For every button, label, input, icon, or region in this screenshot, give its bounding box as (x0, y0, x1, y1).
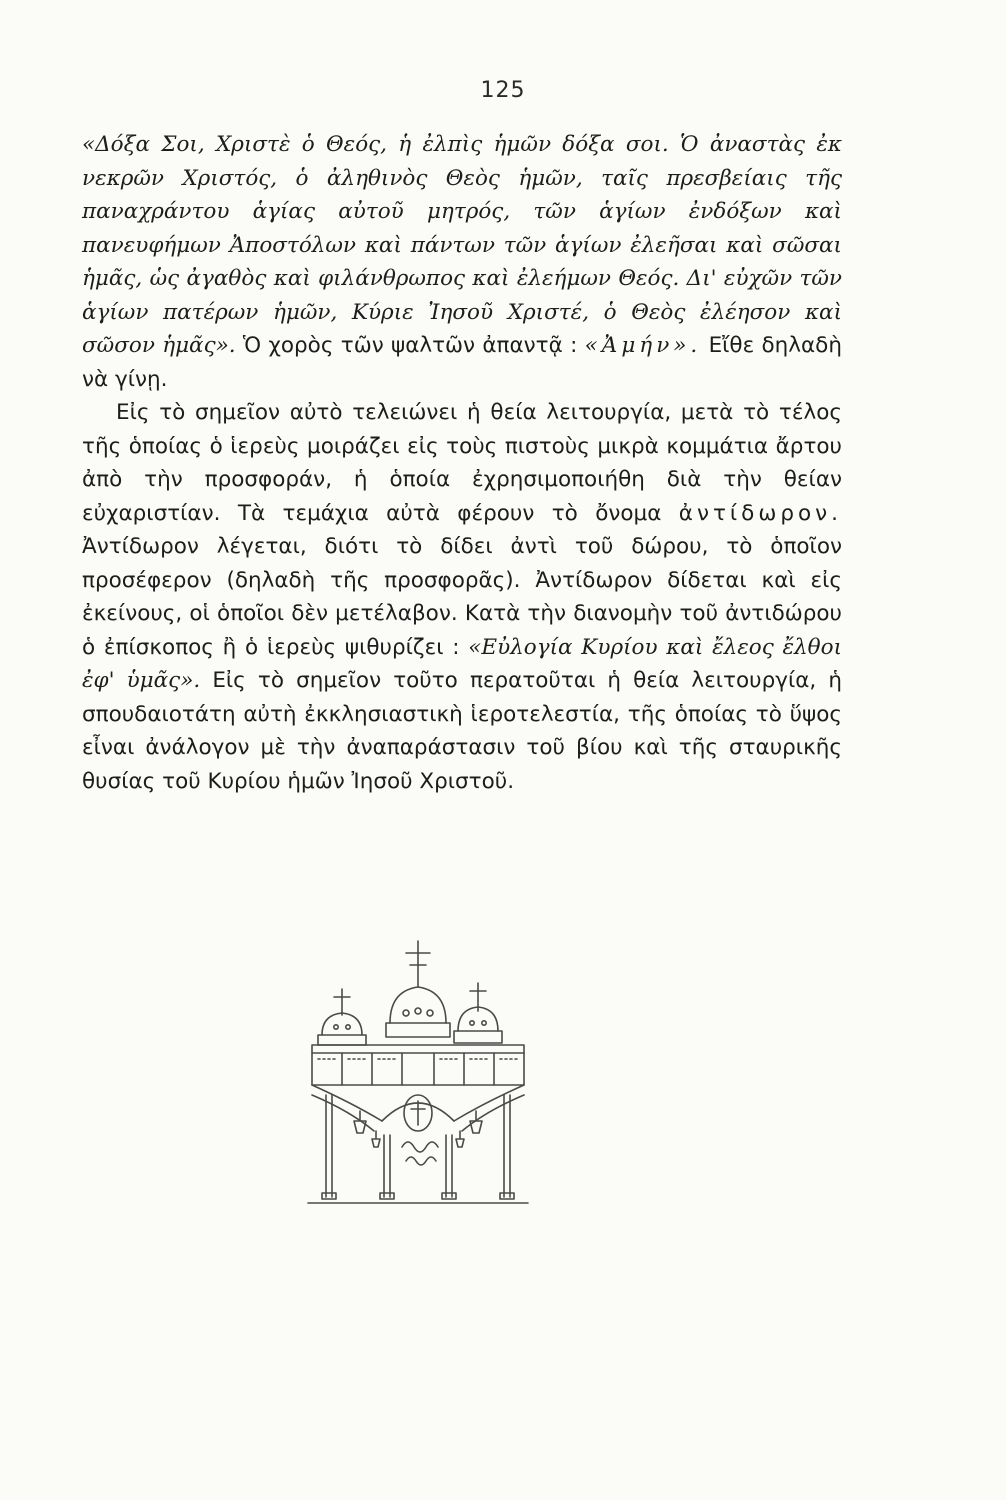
paragraph-part-3: Εἰς τὸ σημεῖον τοῦτο περατοῦται ἡ θεία λειτουργία, ἡ σπουδαιοτάτη αὐτὴ ἐκκλησιαστικὴ ἱεροτελεστία, τῆς ὁποίας τὸ ὕψος εἶναι ἀνάλογον μὲ τὴν ἀναπαράστασιν τοῦ βίου καὶ τῆς σταυρικῆς θυσίας τοῦ Κυρίου ἡμῶν Ἰησοῦ Χριστοῦ. (82, 668, 842, 794)
text-body (82, 128, 842, 798)
central-cross-icon (406, 941, 430, 987)
amen-response: «Ἀμήν». (584, 333, 702, 358)
upper-structure-icon (312, 1045, 524, 1085)
prayer-text: «Δόξα Σοι, Χριστὲ ὁ Θεός, ἡ ἐλπὶς ἡμῶν δόξα σοι. Ὁ ἀναστὰς ἐκ νεκρῶν Χριστός, ὁ ἀληθινὸς Θεὸς ἡμῶν, ταῖς πρεσβείαις τῆς παναχράντου ἁγίας αὐτοῦ μητρός, τῶν ἁγίων ἐνδόξων καὶ πανευφήμων Ἀποστόλων καὶ πάντων τῶν ἁγίων ἐλεῆσαι καὶ σῶσαι ἡμᾶς, ὡς ἀγαθὸς καὶ φιλάνθρωπος καὶ ἐλεήμων Θεός. Δι' εὐχῶν τῶν ἁγίων πατέρων ἡμῶν, Κύριε Ἰησοῦ Χριστέ, ὁ Θεὸς ἐλέησον καὶ σῶσον ἡμᾶς». (82, 132, 842, 358)
paragraph-part-1: Εἰς τὸ σημεῖον αὐτὸ τελειώνει ἡ θεία λειτουργία, μετὰ τὸ τέλος τῆς ὁποίας ὁ ἱερεὺς μοιράζει εἰς τοὺς πιστοὺς μικρὰ κομμάτια ἄρτου ἀπὸ τὴν προσφοράν, ἡ ὁποία ἐχρησιμοποιήθη διὰ τὴν θείαν εὐχαριστίαν. Τὰ τεμάχια αὐτὰ φέρουν τὸ ὄνομα (82, 400, 842, 526)
domes-icon (322, 987, 498, 1035)
medallion-icon (404, 1095, 432, 1131)
paragraph-part-2: Ἀντίδωρον λέγεται, διότι τὸ δίδει ἀντὶ τοῦ δώρου, τὸ ὁποῖον προσέφερον (δηλαδὴ τῆς προσφορᾶς). Ἀντίδωρον δίδεται καὶ εἰς ἐκείνους, οἱ ὁποῖοι δὲν μετέλαβον. Κατὰ τὴν διανομὴν τοῦ ἀντιδώρου ὁ ἐπίσκοπος ἢ ὁ ἱερεὺς ψιθυρίζει : (82, 534, 842, 660)
church-altar-ornament-icon (302, 935, 534, 1215)
antidoron-paragraph (82, 396, 842, 798)
page-number: 125 (480, 78, 526, 103)
altar-decoration-icon (402, 1142, 438, 1165)
side-crosses-icon (334, 983, 486, 1015)
antidoron-term: ἀντίδωρον. (678, 500, 842, 526)
choir-response: Ὁ χορὸς τῶν ψαλτῶν ἀπαντᾷ : (242, 333, 578, 358)
dismissal-prayer (82, 128, 842, 396)
blessing-phrase: «Εὐλογία Κυρίου καὶ ἔλεος ἔλθοι ἐφ' ὑμᾶς». (82, 634, 842, 693)
amen-gloss: Εἴθε δηλαδὴ νὰ γίνῃ. (82, 333, 842, 392)
